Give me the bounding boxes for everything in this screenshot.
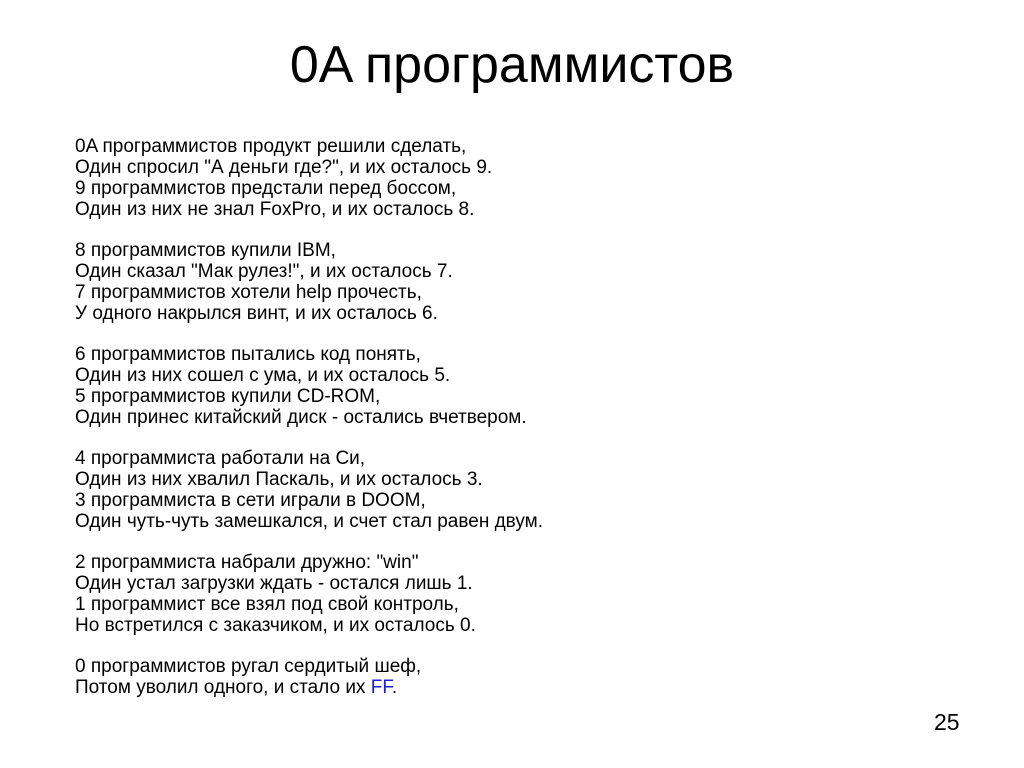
poem-line: 5 программистов купили CD-ROM, <box>75 386 381 407</box>
poem-line: Один из них сошел с ума, и их осталось 5. <box>75 365 451 386</box>
poem-line: 9 программистов предстали перед боссом, <box>75 178 457 199</box>
poem-line: Один из них не знал FoxPro, и их осталось 8. <box>75 199 475 220</box>
page-number: 25 <box>934 709 960 735</box>
hex-ff-highlight: FF <box>370 677 392 698</box>
poem-line: 4 программиста работали на Си, <box>75 448 366 469</box>
poem-line-final-text: Потом уволил одного, и стало их <box>75 677 371 698</box>
stanza-1 <box>75 136 955 220</box>
slide-title: 0A программистов <box>289 36 735 94</box>
poem-line: 1 программист все взял под свой контроль, <box>75 594 459 615</box>
poem-line: У одного накрылся винт, и их осталось 6. <box>75 303 438 324</box>
poem-line: 7 программистов хотели help прочесть, <box>75 282 422 303</box>
poem-line: Один устал загрузки ждать - остался лишь 1. <box>75 573 473 594</box>
stanza-6 <box>75 656 955 698</box>
poem-line: Один сказал "Мак рулез!", и их осталось 7. <box>75 261 453 282</box>
poem-line: 8 программистов купили IBM, <box>75 240 336 261</box>
stanza-4 <box>75 448 955 532</box>
poem-line: Один из них хвалил Паскаль, и их осталось 3. <box>75 469 483 490</box>
poem-body <box>75 136 955 718</box>
poem-line: 0A программистов продукт решили сделать, <box>75 136 467 157</box>
stanza-5 <box>75 552 955 636</box>
poem-line: Один принес китайский диск - остались вчетвером. <box>75 407 527 428</box>
stanza-3 <box>75 344 955 428</box>
poem-line: 0 программистов ругал сердитый шеф, <box>75 656 422 677</box>
poem-line: 2 программиста набрали дружно: "win" <box>75 552 419 573</box>
poem-line-final <box>75 677 955 698</box>
final-period: . <box>391 677 398 698</box>
poem-line: Один спросил "А деньги где?", и их осталось 9. <box>75 157 493 178</box>
stanza-2 <box>75 240 955 324</box>
poem-line: 6 программистов пытались код понять, <box>75 344 421 365</box>
poem-line: 3 программиста в сети играли в DOOM, <box>75 490 426 511</box>
poem-line: Но встретился с заказчиком, и их осталось 0. <box>75 615 476 636</box>
poem-line: Один чуть-чуть замешкался, и счет стал равен двум. <box>75 511 543 532</box>
